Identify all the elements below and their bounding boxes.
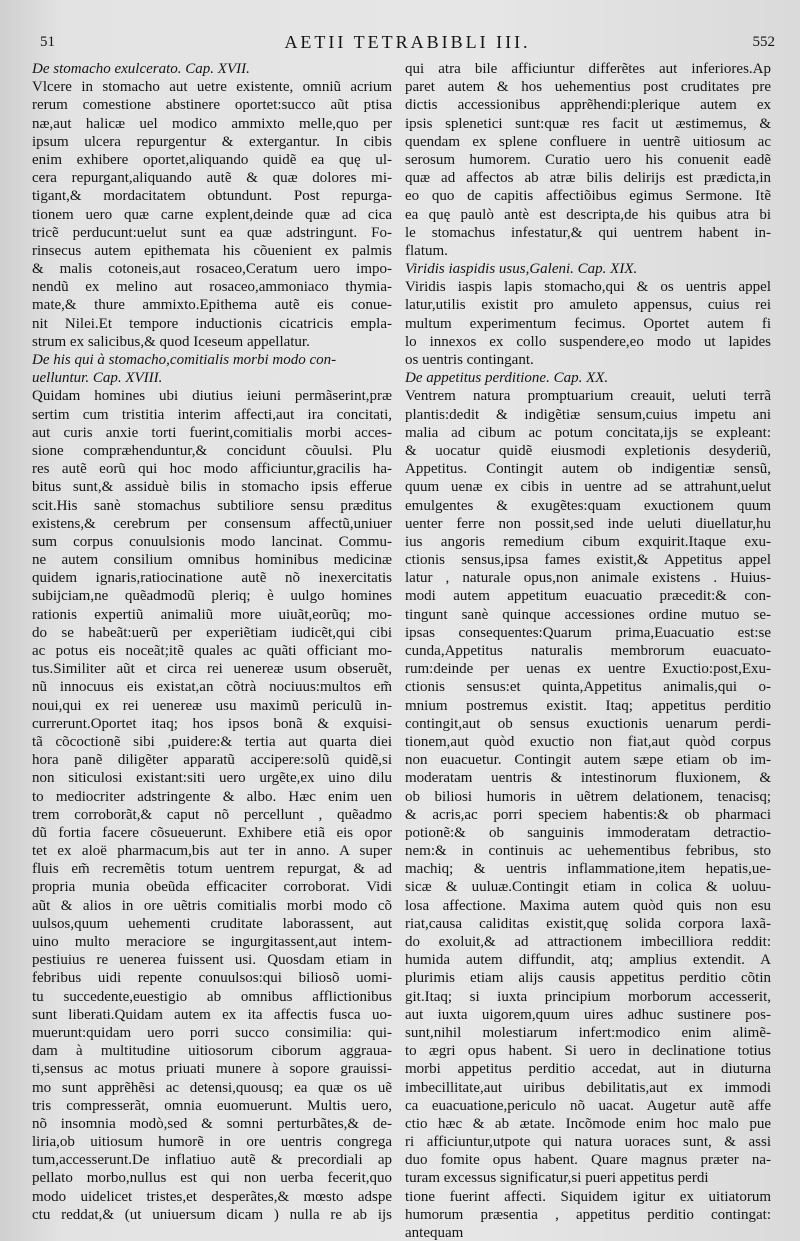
text-line: antequam (405, 1225, 464, 1241)
text-line: ea quę paulò antè est descripta,de his quibus atra bi (405, 206, 771, 223)
text-line: tet ex aloë pharmacum,bis aut ter in anno. A super (32, 843, 392, 860)
left-text-column (32, 60, 392, 1224)
text-line: tingunt sanè quinque accessiones ordine mutuo se- (405, 606, 771, 623)
text-line: uelluntur. Cap. XVIII. (32, 370, 163, 387)
text-line: ipsas consequentes:Quarum prima,Euacuatio est:se (405, 624, 771, 641)
text-line: latur,utilis existit pro amuleto appensus, cuius rei (405, 297, 771, 314)
text-line: pellato morbo,nullus est qui non uerba fecerit,quo (32, 1170, 392, 1187)
text-line: res autẽ eorũ qui hoc modo afficiuntur,gracilis ha- (32, 461, 392, 478)
text-line: ipsis splenetici sunt:quæ res facit ut æstimemus, & (405, 115, 771, 132)
text-line: sertim cum tristitia interim affecti,aut ira concitati, (32, 406, 392, 423)
text-line: dictis accessionibus apprẽhendi:plerique autem ex (405, 97, 771, 114)
text-line: turam excessus significatur,si pueri appetitus perdi (405, 1170, 709, 1187)
text-line: & malis cotoneis,aut rosaceo,Ceratum uero impo- (32, 261, 392, 278)
text-line: ob biliosi humoris in uẽtrem delationem, tenacisq; (405, 788, 771, 805)
text-line: cunda,Appetitus naturalis membrorum euacuato- (405, 643, 771, 659)
text-line: imbecillitate,aut uiribus debilitatis,aut ex immodi (405, 1079, 771, 1096)
text-line: tione fuerint affecti. Siquidem igitur ex uitiatorum (405, 1188, 771, 1205)
text-line: ri afficiuntur,utpote qui natura uoraces sunt, & assi (405, 1134, 771, 1151)
text-line: aut curis anxie torti fuerint,comitialis morbi acces- (32, 424, 392, 441)
text-line: sione compræhenduntur,& concidunt cõuulsi. Plu (32, 442, 392, 459)
text-line: mo sunt apprẽhẽsi ac detensi,quousq; ea quæ os uẽ (32, 1079, 392, 1096)
text-line: ne autem consilium omnibus hominibus medicinæ (32, 552, 392, 569)
text-line: nem:& in continuis ac uehementibus febribus, sto (405, 843, 771, 860)
text-line: Viridis iaspis lapis stomacho,qui & os uentris appel (405, 279, 771, 296)
text-line: tionem,aut quòd exuctio non fiat,aut quòd corpus (405, 733, 771, 750)
text-line: sum corpus conuulsionis modo lancinat. Commu- (32, 533, 392, 550)
text-line: uulsos,quum uehementi cruditate laborassent, aut (32, 915, 392, 932)
text-line: do exoluit,& ad attractionem imbecilliora reddit: (405, 934, 771, 950)
text-line: uenter ferre non possit,sed inde ueluti diuellatur,hu (405, 515, 771, 532)
text-line: hora panẽ diligẽter apparatũ accipere:solũ quidẽ,si (32, 752, 392, 769)
text-line: contingit,aut ob sensus exuctionis uenarum perdi- (405, 715, 771, 732)
text-line: næ,aut halicæ uel modico ammixto melle,quo per (32, 115, 392, 132)
page-header (40, 30, 775, 56)
text-line: do se habeãt:uerũ per experiẽtiam iudicẽt,qui cibi (32, 624, 392, 641)
text-line: bitus sunt,& assiduè bilis in stomacho ipsis efferue (32, 479, 392, 496)
text-line: tus.Similiter aũt et circa rei uenereæ usum obseruẽt, (32, 661, 392, 678)
text-line: De appetitus perditione. Cap. XX. (405, 370, 609, 387)
page-number-right: 552 (752, 34, 775, 50)
text-line: flatum. (405, 242, 448, 259)
text-line: De his qui à stomacho,comitialis morbi modo con- (32, 352, 337, 368)
text-line: Viridis iaspidis usus,Galeni. Cap. XIX. (405, 261, 638, 278)
text-line: fluis em̃ recremẽtis totum uentrem repurgat, & ad (32, 861, 392, 878)
text-line: emulgentes & exugẽtes:quam exuctionem quum (405, 497, 771, 514)
text-line: lo innexos ex collo suspendere,eo modo ut lapides (405, 333, 771, 350)
text-line: liria,ob uitiosum humorẽ in ore uentris congrega (32, 1134, 392, 1151)
text-line: ctu reddat,& (ut uniuersum dicam ) nulla re ab ijs (32, 1206, 392, 1223)
text-line: le stomachus infestatur,& qui uentrem habent in- (405, 224, 771, 241)
text-line: rum:deinde per uenas ex uentre Exuctio:post,Exu- (405, 661, 771, 678)
text-line: sicæ & uuluæ.Contingit etiam in colica & uoluu- (405, 879, 771, 896)
running-title: AETII TETRABIBLI III. (284, 32, 531, 52)
text-line: ipsum ulcera repurgentur & extergantur. In cibis (32, 133, 392, 150)
text-line: qui atra bile afficiuntur differẽtes aut inferiores.Ap (405, 61, 771, 77)
text-line: strum ex salicibus,& quod Iceseum appellatur. (32, 333, 310, 350)
text-line: propria munia obeũda efficaciter corroborat. Vidi (32, 879, 392, 896)
text-line: noui,qui ex rei uenereæ usu maximũ periculũ in- (32, 697, 392, 714)
text-line: ctionis sensus,ipsa fames existit,& Appetitus appel (405, 552, 771, 569)
text-line: multum experimentum fecimus. Oportet autem fi (405, 315, 771, 332)
text-line: paret autem & hos uehementius post cruditates pre (405, 79, 771, 96)
text-line: existens,& cerebrum per consensum affectũ,uniuer (32, 515, 392, 532)
text-line: humorum præsentia , appetitus perditio contingat: (405, 1206, 771, 1223)
text-line: non siticulosi existant:siti uero urgẽte,ex uino dilu (32, 770, 392, 787)
text-line: ac potus eis noceãt;itẽ quales ac quãti officiant mo- (32, 643, 392, 659)
text-line: modo uidelicet tristes,et desperãtes,& mœsto adspe (32, 1188, 392, 1205)
text-line: trem corroborãt,& caput nõ percellunt , quẽadmo (32, 806, 392, 823)
text-line: non euacuetur. Contingit autem sæpe etiam ob im- (405, 752, 771, 769)
text-line: quæ ad affectos ab atræ bilis delirijs est prædicta,in (405, 170, 771, 187)
text-line: quum uenæ ex cibis in uentre ad se attrahunt,uelut (405, 479, 771, 496)
text-line: mnium postremus existit. Itaq; appetitus perditio (405, 697, 771, 714)
text-line: quidem ignaris,ratiocinatione autẽ nõ inexercitatis (32, 570, 392, 587)
text-line: sunt liberati.Quidam autem ex ita affectis fusca uo- (32, 1006, 392, 1023)
text-line: losa affectione. Maxima autem quòd quis non esu (405, 897, 771, 914)
text-line: moderatam uentris & intestinorum fluxionem, & (405, 770, 771, 787)
text-line: ca euacuatione,periculo nõ uacat. Augetur autẽ affe (405, 1097, 771, 1114)
text-line: morbi appetitus perditio accedat, aut in diuturna (405, 1061, 771, 1078)
text-line: enim exhibere oportet,aliquando quidẽ ea quę ul- (32, 151, 392, 168)
text-line: serosum humorem. Curatio uero his conuenit eadẽ (405, 151, 771, 168)
text-line: plurimis etiam alijs causis appetitus perditio cõtin (405, 970, 771, 987)
text-line: nendũ ex melino aut rosaceo,ammoniaco thymia- (32, 279, 392, 296)
text-line: muerunt:quidam uero porri succo consimilia: qui- (32, 1024, 392, 1041)
text-line: duo fomite opus habent. Quare magnus præter na- (405, 1152, 771, 1169)
page-number-left: 51 (40, 34, 55, 50)
text-line: febribus uidi repente conuulsos:qui biliosõ uomi- (32, 970, 392, 987)
text-line: subijciam,ne quẽadmodũ pleriq; è uulgo homines (32, 588, 392, 605)
text-line: Vlcere in stomacho aut uetre existente, omniũ acrium (32, 79, 392, 96)
text-line: scit.His sanè stomachus subtiliore sensu præditus (32, 497, 392, 514)
text-line: uino multo meraciore se ingurgitassent,aut intem- (32, 934, 392, 950)
right-text-column (405, 60, 771, 1241)
text-line: rerum comestione abstinere oportet:succo aũt ptisa (32, 97, 392, 114)
text-line: humida autem diffundit, atq; amplius extendit. A (405, 952, 771, 969)
text-line: tã cõcoctionẽ sibi ,puidere:& tertia aut quarta diei (32, 733, 392, 750)
text-line: rinsecus autem epithemata his cõuenient ex palmis (32, 242, 392, 259)
text-line: pestiuius re uenerea fuissent usi. Quosdam etiam in (32, 952, 392, 969)
text-line: latur , naturale opus,non animale existens . Huius- (405, 570, 771, 587)
text-line: rationis expertiũ animaliũ more uiuãt,eorũq; mo- (32, 606, 392, 623)
text-line: modi autem appetitum euacuatio præcedit:& con- (405, 588, 771, 605)
text-line: Appetitus. Contingit autem ob indigentiæ sensũ, (405, 461, 771, 478)
text-line: & uocatur quidẽ eiusmodi expletionis desyderiũ, (405, 442, 771, 459)
text-line: potionẽ:& ob sanguinis immoderatam detractio- (405, 824, 771, 841)
text-line: dũ fortia facere cõsueuerunt. Exhibere etiã eis opor (32, 824, 392, 841)
text-line: ctio hæc & ab ætate. Incõmode enim hoc malo pue (405, 1115, 771, 1132)
text-line: Quidam homines ubi diutius ieiuni permãserint,præ (32, 388, 392, 405)
text-line: cera repurgant,aliquando autẽ & quæ dolores mi- (32, 170, 392, 187)
text-line: to ægri opus habent. Si uero in declinatione totius (405, 1043, 771, 1060)
text-line: riat,causa caliditas existit,quę solida corpora laxã- (405, 915, 771, 932)
text-line: nũ innocuus eis existat,an cõtrà nociuus:multos em̃ (32, 679, 392, 696)
text-line: eo quo de capitis affectiõibus egimus Sermone. Itẽ (405, 188, 771, 205)
text-line: to mediocriter adstringente & albo. Hæc enim uen (32, 788, 392, 805)
text-line: tricẽ perducunt:uelut sunt ea quæ adstringunt. Fo- (32, 224, 392, 241)
text-line: sunt,nihil molestiarum infert:modico enim alimẽ- (405, 1024, 771, 1041)
text-line: plantis:dedit & indigẽtiæ sensum,cuius impetu ani (405, 406, 771, 423)
text-line: aũt & alios in ore uẽtris comitialis morbi modo cõ (32, 897, 392, 914)
text-line: tu succedente,euestigio ab omnibus afflictionibus (32, 988, 392, 1005)
text-line: mate,& thure ammixto.Epithema autẽ eis conue- (32, 297, 392, 314)
text-line: malia ad cibum ac potum concitata,ijs se expleant: (405, 424, 771, 441)
text-line: & acris,ac porri speciem habentis:& ob pharmaci (405, 806, 771, 823)
text-line: currerunt.Oportet itaq; hos ipsos bonã & exquisi- (32, 715, 392, 732)
text-line: De stomacho exulcerato. Cap. XVII. (32, 61, 250, 77)
text-line: tris compresserãt, omnia euomuerunt. Multis uero, (32, 1097, 392, 1114)
text-line: nit Nilei.Et tempore inductionis cicatricis empla- (32, 315, 392, 332)
text-line: ti,sensus ac motus priuati munere à sopore grauissi- (32, 1061, 392, 1078)
text-line: tigant,& mordacitatem obtundunt. Post repurga- (32, 188, 392, 205)
text-line: Ventrem natura promptuarium creauit, ueluti terrã (405, 388, 771, 405)
text-line: tionem uero quæ carne explent,deinde quæ ad cica (32, 206, 392, 223)
text-line: dam à multitudine uitiosorum ciborum aggraua- (32, 1043, 392, 1060)
text-line: quendam ex splene confluere in uentrẽ uitiosum ac (405, 133, 771, 150)
text-line: tum,accesserunt.De inflatiuo autẽ & precordiali ap (32, 1152, 392, 1169)
text-line: ctionis sensus:et quinta,Appetitus animalis,qui o- (405, 679, 771, 696)
text-line: aut iuxta uigorem,quum uires adhuc sustinere pos- (405, 1006, 771, 1023)
text-line: ius angoris remedium cibum exquirit.Itaque exu- (405, 533, 771, 550)
text-line: nõ insomnia modò,sed & somni perturbãtes,& de- (32, 1115, 392, 1132)
text-line: git.Itaq; si iuxta principium morborum accesserit, (405, 988, 771, 1005)
text-line: os uentris contingant. (405, 352, 534, 368)
text-line: machiq; & uentris inflammatione,item hepatis,ue- (405, 861, 771, 878)
